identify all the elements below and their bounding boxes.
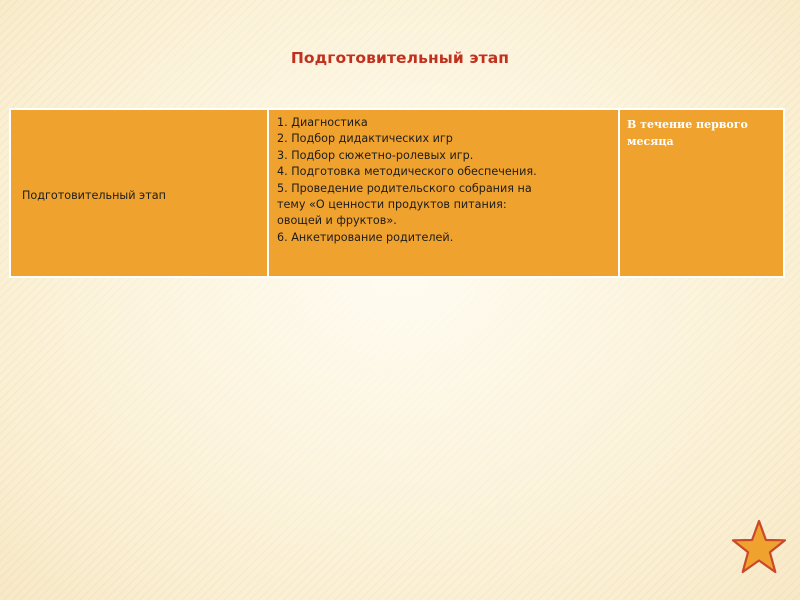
timing-label: В течение первого месяца [627,118,748,148]
task-line: овощей и фруктов». [277,214,397,228]
timing-cell [619,109,784,277]
task-line: 2. Подбор дидактических игр [277,132,453,146]
tasks-list [269,110,618,246]
plan-table [9,108,785,278]
table-row [10,109,784,277]
stage-cell [10,109,268,277]
task-line: 1. Диагностика [277,116,368,129]
task-line: 5. Проведение родительского собрания на [277,181,532,195]
star-nav-button[interactable] [731,519,787,577]
task-line: 4. Подготовка методического обеспечения. [277,165,537,179]
star-icon [731,519,787,577]
star-shape [733,521,785,572]
task-line: 3. Подбор сюжетно-ролевых игр. [277,148,474,162]
task-line: 6. Анкетирование родителей. [277,230,454,244]
task-line: тему «О ценности продуктов питания: [277,198,507,212]
slide-title: Подготовительный этап [290,49,510,67]
tasks-cell [268,109,619,277]
stage-label: Подготовительный этап [22,188,166,202]
